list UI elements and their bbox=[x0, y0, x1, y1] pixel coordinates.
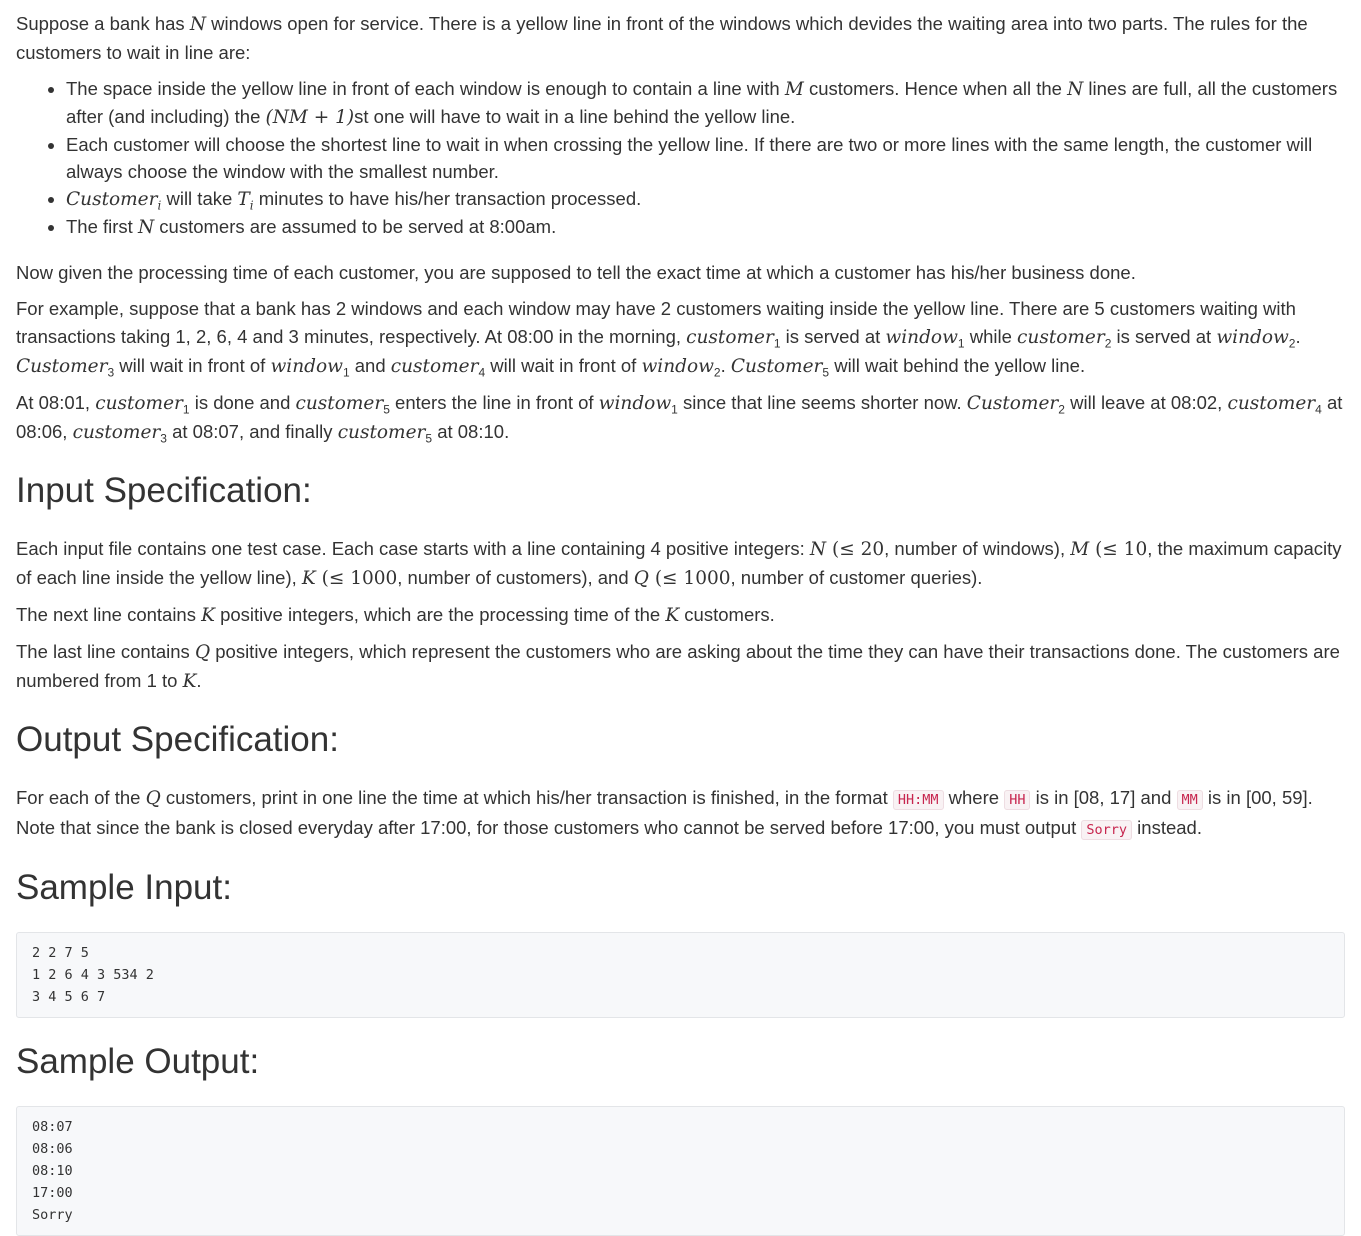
example-paragraph-2: At 08:01, customer$_1$ is done and customer$_5$ enters the line in front of window$_1$ since that line seems shorter now. Customer$_2$ will leave at 08:02, customer$_4$ at 08:06, customer$_3$ at 08:07, and finally customer$_5$ at 08:10. bbox=[16, 392, 1343, 446]
code-line: 3 4 5 6 7 bbox=[32, 989, 106, 1005]
inline-code: MM bbox=[1177, 790, 1203, 810]
sample-output-heading: Sample Output: bbox=[16, 1042, 260, 1081]
code-line: 08:07 bbox=[32, 1119, 73, 1135]
code-line: 1 2 6 4 3 534 2 bbox=[32, 967, 154, 983]
input-spec-paragraph-3: The last line contains Q positive integers, which represent the customers who are asking about the time they can have their transactions done. The customers are numbered from 1 to K. bbox=[16, 641, 1340, 692]
input-spec-paragraph-2: The next line contains K positive integers, which are the processing time of the K customers. bbox=[16, 604, 775, 626]
code-line: 08:10 bbox=[32, 1163, 73, 1179]
code-line: 2 2 7 5 bbox=[32, 945, 89, 961]
input-spec-heading: Input Specification: bbox=[16, 471, 312, 510]
description-paragraph: Now given the processing time of each customer, you are supposed to tell the exact time at which a customer has his/her business done. bbox=[16, 262, 1136, 283]
list-item: • The space inside the yellow line in front of each window is enough to contain a line with M customers. Hence when all the N lines are full, all the customers after (and including) the (NM + 1)st one will have to wait in a line behind the yellow line. bbox=[66, 75, 1345, 131]
intro-paragraph: Suppose a bank has N windows open for service. There is a yellow line in front of the windows which devides the waiting area into two parts. The rules for the customers to wait in line are: bbox=[16, 13, 1308, 63]
inline-code: HH:MM bbox=[893, 790, 944, 810]
code-line: 17:00 bbox=[32, 1185, 73, 1201]
output-spec-heading: Output Specification: bbox=[16, 720, 339, 759]
output-spec-paragraph: For each of the Q customers, print in one line the time at which his/her transaction is finished, in the format HH:MM where HH is in [08, 17] and MM is in [00, 59]. Note that since the bank is closed everyday after 17:00, for those customers who cannot be served before 17:00, you must output Sorry instead. bbox=[16, 787, 1313, 838]
sample-input-heading: Sample Input: bbox=[16, 868, 232, 907]
inline-code: Sorry bbox=[1081, 820, 1132, 840]
sample-input-block[interactable] bbox=[16, 932, 1345, 1018]
code-line: Sorry bbox=[32, 1207, 73, 1223]
inline-code: HH bbox=[1004, 790, 1030, 810]
sample-output-block[interactable] bbox=[16, 1106, 1345, 1236]
input-spec-paragraph: Each input file contains one test case. Each case starts with a line containing 4 positive integers: N (≤ 20, number of windows), M (≤ 10, the maximum capacity of each line inside the yellow line), K (≤ 1000, number of customers), and Q (≤ 1000, number of customer queries). bbox=[16, 538, 1342, 589]
list-item: • Each customer will choose the shortest line to wait in when crossing the yellow line. If there are two or more lines with the same length, the customer will always choose the window with the smallest number. bbox=[66, 131, 1345, 185]
code-line: 08:06 bbox=[32, 1141, 73, 1157]
example-paragraph: For example, suppose that a bank has 2 windows and each window may have 2 customers waiting inside the yellow line. There are 5 customers waiting with transactions taking 1, 2, 6, 4 and 3 minutes, respectively. At 08:00 in the morning, customer$_1$ is served at window$_1$ while customer$_2$ is served at window$_2$. Customer$_3$ will wait in front of window$_1$ and customer$_4$ will wait in front of window$_2$. Customer$_5$ will wait behind the yellow line. bbox=[16, 298, 1301, 380]
list-item: • The first N customers are assumed to be served at 8:00am. bbox=[66, 213, 1345, 241]
list-item: • Customer$_i$ will take $T_i$ minutes to have his/her transaction processed. bbox=[66, 185, 1345, 213]
rules-list bbox=[16, 75, 1345, 241]
